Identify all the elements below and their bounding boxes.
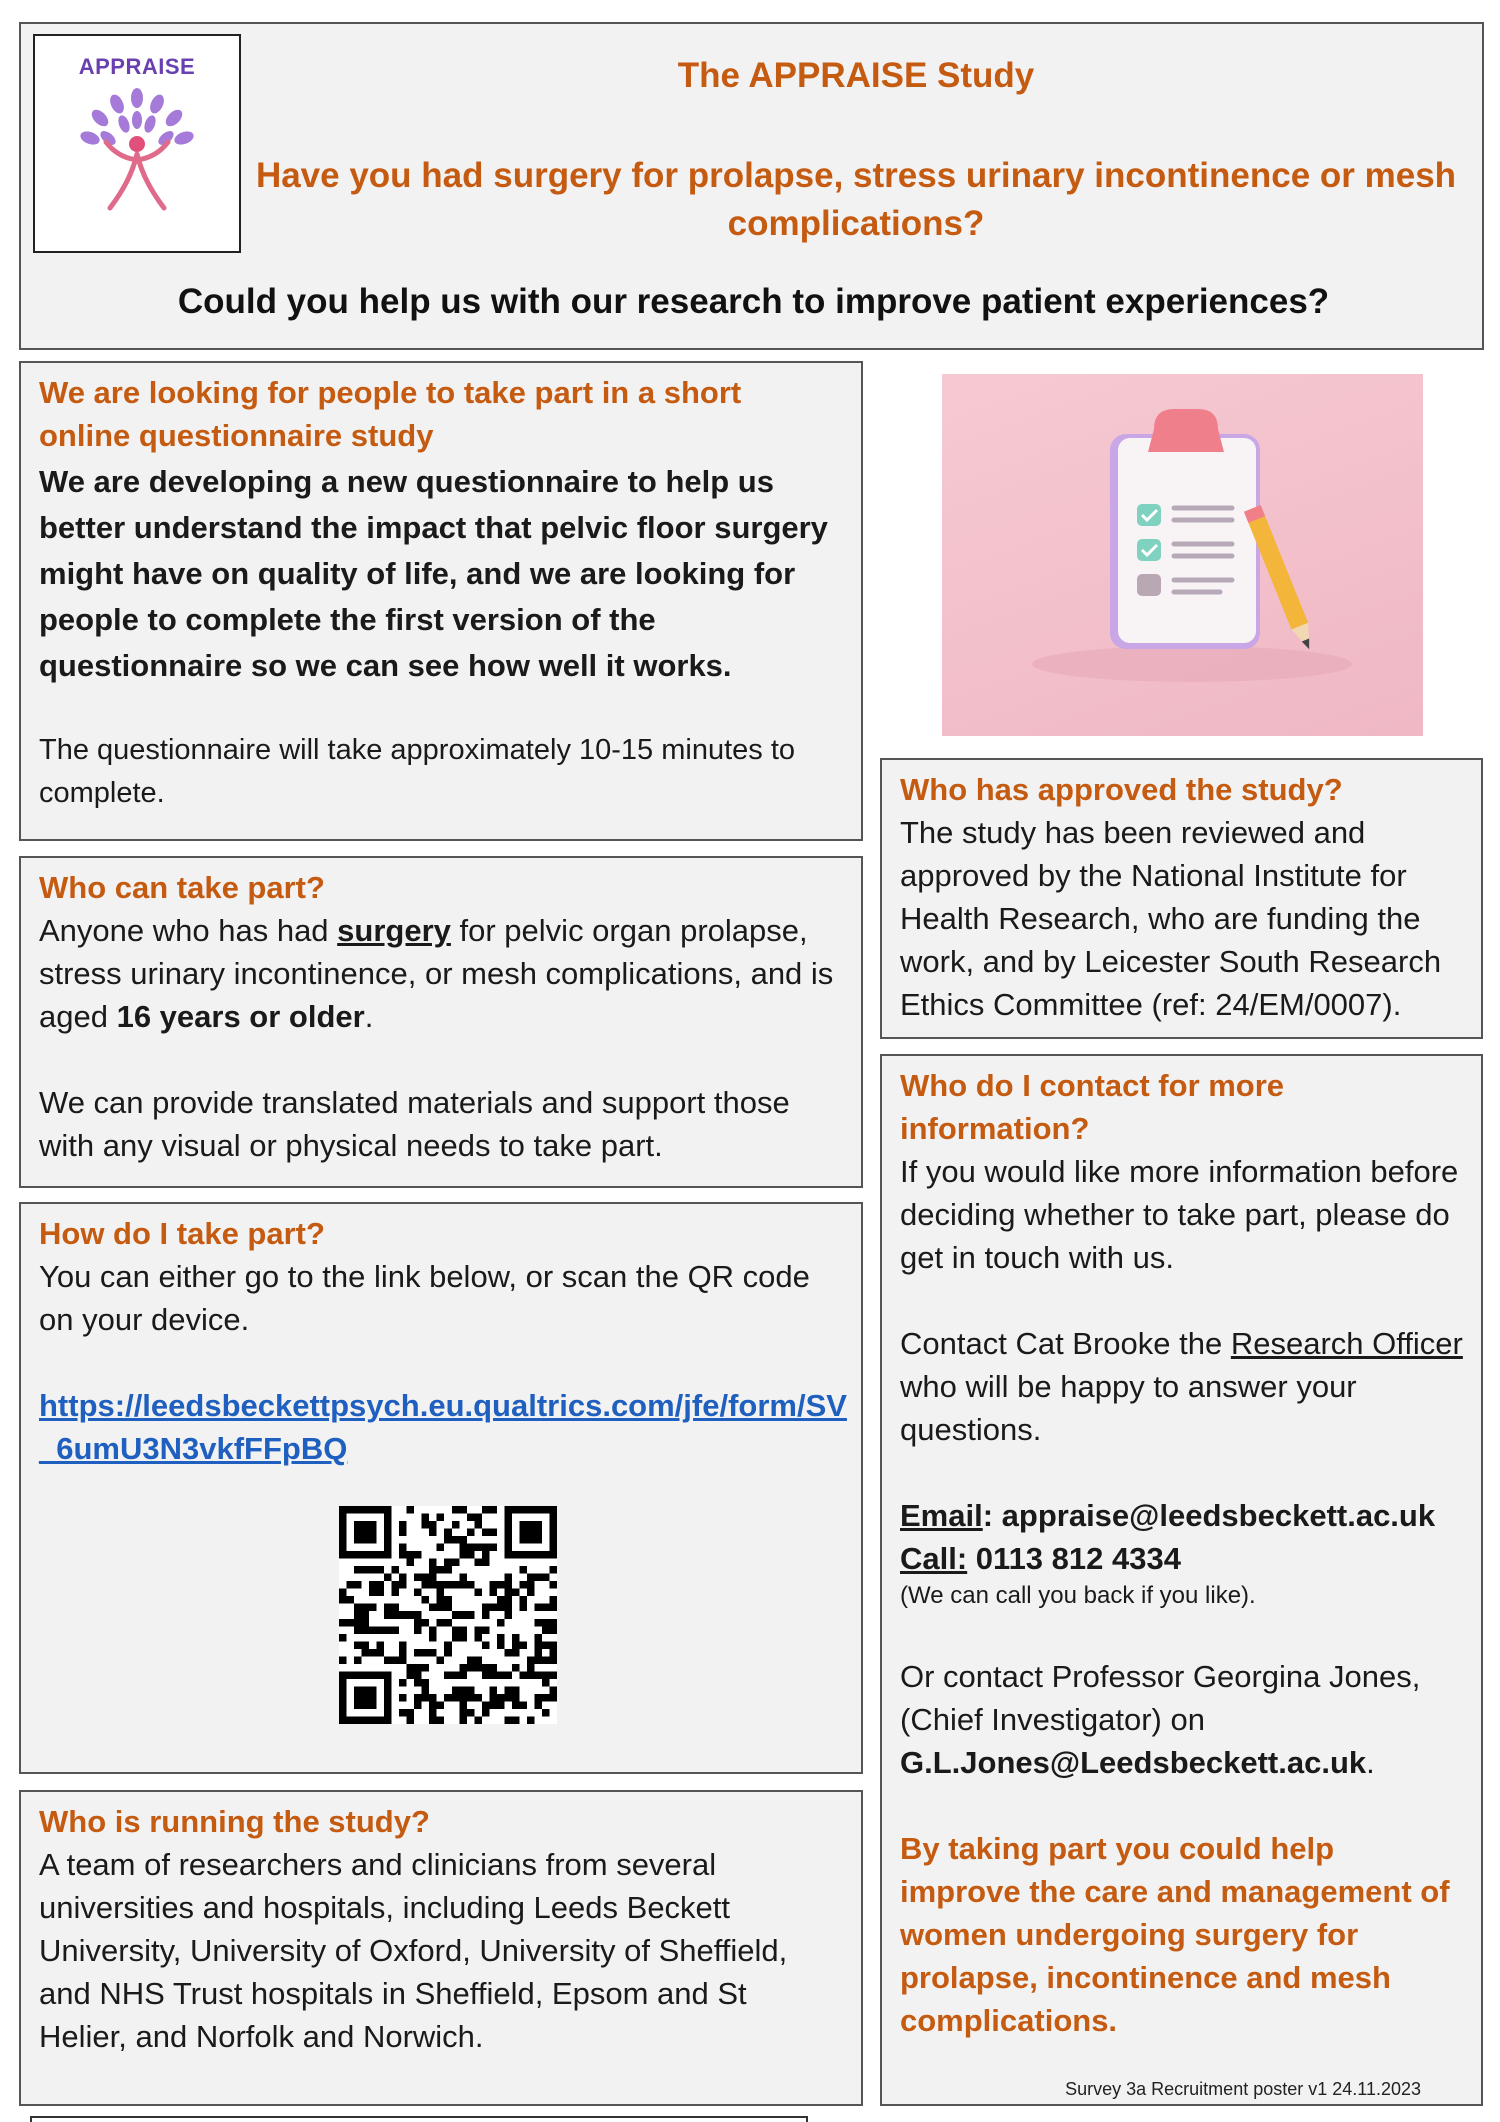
appraise-logo — [33, 34, 241, 253]
contact-cat-text-b: who will be happy to answer your questions. — [900, 1369, 1357, 1447]
how-box — [19, 1202, 863, 1774]
contact-email[interactable] — [900, 1494, 1463, 1537]
looking-title: We are looking for people to take part in a short online questionnaire study — [39, 375, 742, 453]
email-label: Email — [900, 1498, 983, 1533]
support-text: We can provide translated materials and support those with any visual or physical needs to take part. — [39, 1085, 790, 1163]
tree-person-icon — [62, 80, 212, 230]
help-line: Could you help us with our research to improve patient experiences? — [177, 282, 1330, 321]
qr-code[interactable] — [339, 1506, 557, 1724]
eligibility-text-c: . — [364, 999, 374, 1034]
who-can-eligibility — [39, 909, 843, 1038]
approved-body: The study has been reviewed and approved by the National Institute for Health Research, who are funding the work, and by Leicester South Research Ethics Committee (ref: 24/EM/0007). — [900, 815, 1442, 1022]
logo-text: APPRAISE — [78, 54, 196, 79]
professor-text-end: . — [1366, 1745, 1375, 1780]
looking-box — [19, 361, 863, 841]
footer-version: Survey 3a Recruitment poster v1 24.11.2023 — [1065, 2079, 1421, 2099]
contact-intro: If you would like more information before deciding whether to take part, please do get in touch with us. — [900, 1154, 1459, 1275]
contact-professor — [900, 1655, 1463, 1784]
contact-phone[interactable] — [900, 1537, 1463, 1580]
who-can-title: Who can take part? — [39, 870, 325, 905]
call-value[interactable]: 0113 812 4334 — [967, 1541, 1181, 1576]
contact-cat-role: Research Officer — [1230, 1326, 1463, 1361]
eligibility-surgery: surgery — [337, 913, 451, 948]
running-box — [19, 1790, 863, 2106]
contact-title: Who do I contact for more information? — [900, 1068, 1285, 1146]
contact-cat-text-a: Contact Cat Brooke the — [900, 1326, 1231, 1361]
closing-statement: By taking part you could help improve the care and management of women undergoing surgery for prolapse, incontinence and mesh complications. — [900, 1831, 1450, 2038]
contact-box — [880, 1054, 1483, 2106]
professor-email[interactable]: G.L.Jones@Leedsbeckett.ac.uk — [900, 1745, 1367, 1780]
how-title: How do I take part? — [39, 1216, 325, 1251]
callback-note: (We can call you back if you like). — [900, 1582, 1256, 1609]
email-value[interactable]: : appraise@leedsbeckett.ac.uk — [982, 1498, 1436, 1533]
professor-text: Or contact Professor Georgina Jones, (Chief Investigator) on — [900, 1659, 1421, 1737]
study-title: The APPRAISE Study — [677, 56, 1035, 95]
survey-link[interactable]: https://leedsbeckettpsych.eu.qualtrics.com/jfe/form/SV_6umU3N3vkfFFpBQ — [39, 1388, 847, 1466]
study-question: Have you had surgery for prolapse, stress urinary incontinence or mesh complications? — [255, 156, 1457, 243]
running-title: Who is running the study? — [39, 1804, 430, 1839]
running-body: A team of researchers and clinicians from several universities and hospitals, including Leeds Beckett University, University of Oxford, University of Sheffield, and NHS Trust hospitals in Sheffield, Epsom and St Helier, and Norfolk and Norwich. — [39, 1847, 788, 2054]
header-box — [19, 22, 1484, 350]
call-label: Call: — [900, 1541, 968, 1576]
who-can-box — [19, 856, 863, 1188]
eligibility-age: 16 years or older — [116, 999, 365, 1034]
contact-cat — [900, 1322, 1463, 1451]
duration-text: The questionnaire will take approximately 10-15 minutes to complete. — [39, 734, 796, 809]
eligibility-text-b: for pelvic organ prolapse, stress urinary incontinence, or mesh complications, and is aged — [39, 913, 834, 1034]
eligibility-text-a: Anyone who has had — [39, 913, 338, 948]
looking-body: We are developing a new questionnaire to help us better understand the impact that pelvic floor surgery might have on quality of life, and we are looking for people to complete the first version of the questionnaire so we can see how well it works. — [39, 464, 828, 683]
approved-title: Who has approved the study? — [900, 772, 1343, 807]
how-body: You can either go to the link below, or scan the QR code on your device. — [39, 1259, 810, 1337]
clipboard-illustration — [942, 374, 1423, 736]
bottom-box-edge — [30, 2116, 808, 2122]
approved-box — [880, 758, 1483, 1039]
